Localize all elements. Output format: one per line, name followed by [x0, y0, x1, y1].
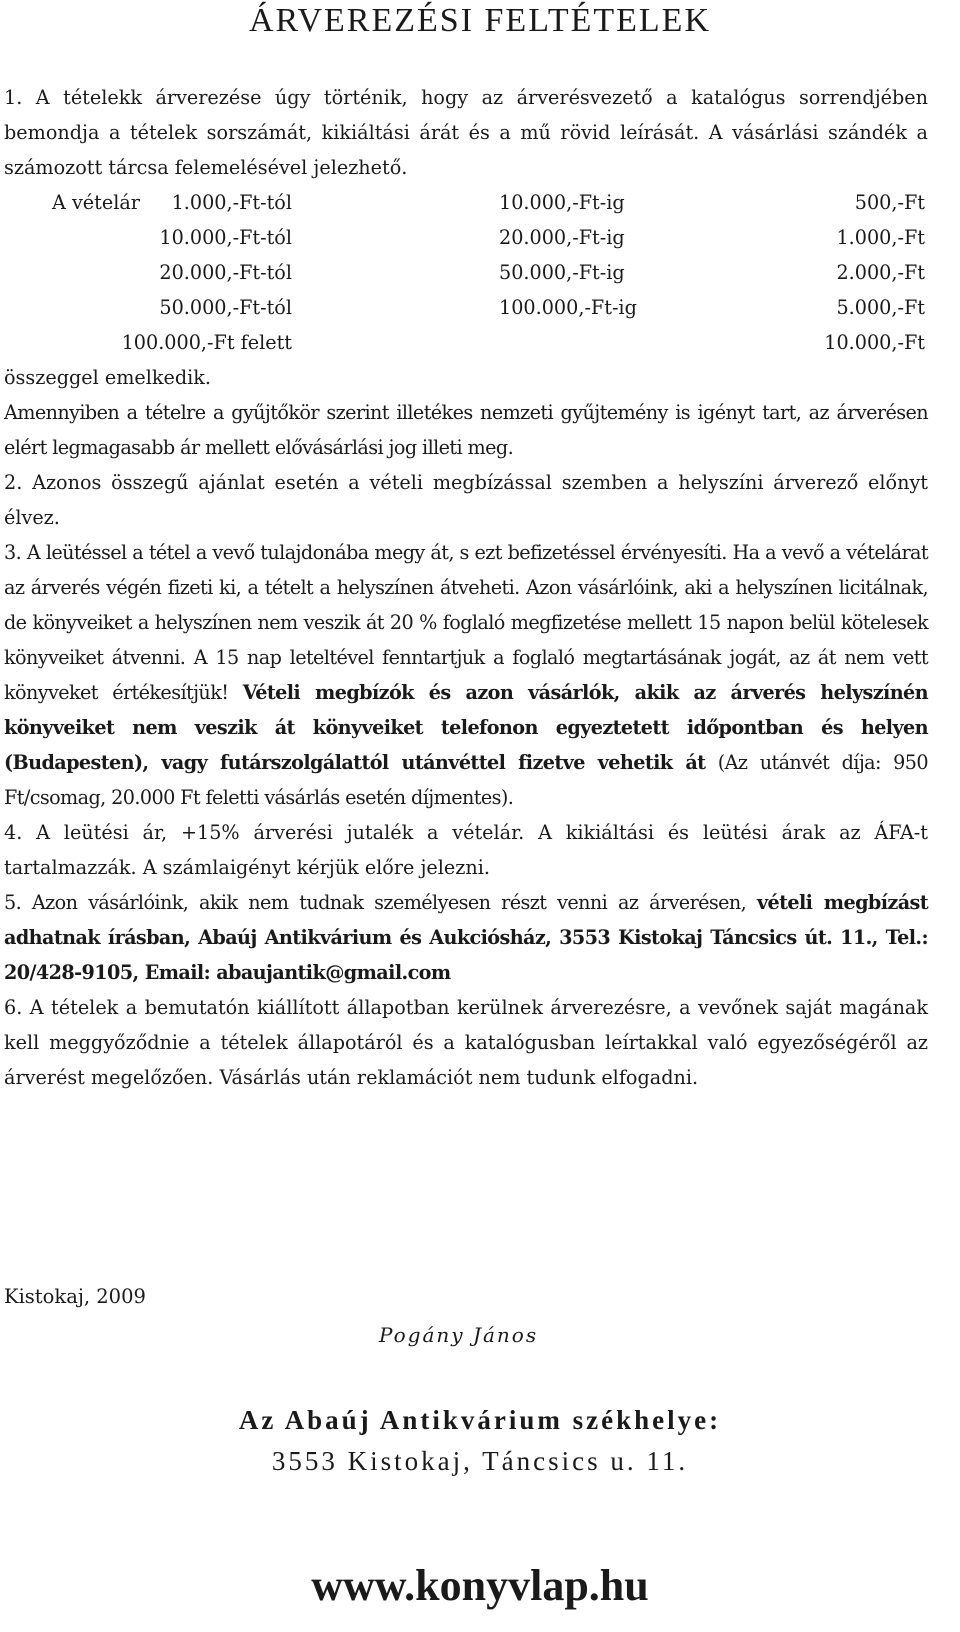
- price-to: 100.000,-Ft-ig: [499, 296, 637, 319]
- term-2: 2. Azonos összegű ajánlat esetén a vételi megbízással szemben a helyszíni árverező előnyt élvez.: [4, 471, 928, 529]
- price-row-3: [4, 255, 928, 290]
- price-step: 2.000,-Ft: [836, 261, 925, 284]
- price-to: 50.000,-Ft-ig: [499, 261, 625, 284]
- term-3-bold-text: Vételi megbízók és azon vásárlók, akik az árverés helyszínén könyveiket nem veszik át könyveiket telefonon egyeztetett időpontban és helyen (Budapesten), vagy futárszolgálattól utánvéttel fizetve vehetik át: [4, 681, 929, 774]
- term-1-pre-emption: Amennyiben a tételre a gyűjtőkör szerint illetékes nemzeti gyűjtemény is igényt tart, az árverésen elért legmagasabb ár mellett elővásárlási jog illeti meg.: [4, 401, 928, 459]
- term-4: 4. A leütési ár, +15% árverési jutalék a vételár. A kikiáltási és leütési árak az ÁFA-t tartalmazzák. A számlaigényt kérjük előre jelezni.: [4, 821, 928, 879]
- term-5: [4, 885, 928, 990]
- price-row-4: [4, 290, 928, 325]
- term-6: 6. A tételek a bemutatón kiállított állapotban kerülnek árverezésre, a vevőnek saját magának kell meggyőződnie a tételek állapotáról és a katalógusban leírtakkal való egyezőségéről az árverést megelőzően. Vásárlás után reklamációt nem tudunk elfogadni.: [4, 996, 928, 1089]
- term-3-text: 3. A leütéssel a tétel a vevő tulajdonába megy át, s ezt befizetéssel érvényesíti. Ha a vevő a vételárat az árverés végén fizeti ki, a tételt a helyszínen átveheti. Azon vásárlóink, aki a helyszínen licitálnak, de könyveiket a helyszínen nem veszik át 20 % foglaló megfizetése mellett 15 napon belül kötelesek könyveiket átvenni. A 15 nap leteltével fenntartjuk a foglaló megtartásának jogát, az át nem vett könyveket értékesítjük!: [4, 541, 928, 704]
- term-5-contact-details: vételi megbízást adhatnak írásban, Abaúj Antikvárium és Aukciósház, 3553 Kistokaj Táncsics út. 11., Tel.: 20/428-9105, Email: abaujantik@gmail.com: [4, 891, 928, 984]
- price-from: 10.000,-Ft-tól: [159, 226, 292, 249]
- term-5-text: 5. Azon vásárlóink, akik nem tudnak személyesen részt venni az árverésen,: [4, 891, 747, 914]
- price-from: 20.000,-Ft-tól: [159, 261, 292, 284]
- price-from: 50.000,-Ft-tól: [159, 296, 292, 319]
- price-from: 100.000,-Ft felett: [121, 331, 292, 354]
- price-from: 1.000,-Ft-tól: [171, 191, 292, 214]
- term-3-fee-note: (Az utánvét díja: 950 Ft/csomag, 20.000 Ft feletti vásárlás esetén díjmentes).: [4, 751, 928, 809]
- term-3: [4, 535, 928, 815]
- place-date: Kistokaj, 2009: [4, 1285, 146, 1308]
- price-to: 20.000,-Ft-ig: [499, 226, 625, 249]
- seat-address: 3553 Kistokaj, Táncsics u. 11.: [271, 1446, 689, 1476]
- page-title: ÁRVEREZÉSI FELTÉTELEK: [248, 2, 712, 39]
- price-table-footer: összeggel emelkedik.: [4, 366, 212, 389]
- price-label: A vételár: [52, 191, 140, 214]
- price-row-5: [4, 325, 928, 360]
- price-row-2: [4, 220, 928, 255]
- price-to: 10.000,-Ft-ig: [499, 191, 625, 214]
- seat-heading: Az Abaúj Antikvárium székhelye:: [238, 1405, 722, 1435]
- price-step: 1.000,-Ft: [836, 226, 925, 249]
- term-1-intro: 1. A tételekk árverezése úgy történik, hogy az árverésvezető a katalógus sorrendjében bemondja a tételek sorszámát, kikiáltási árát és a mű rövid leírását. A vásárlási szándék a számozott tárcsa felemelésével jelezhető.: [4, 86, 928, 179]
- website-link[interactable]: www.konyvlap.hu: [311, 1561, 649, 1610]
- terms-body: [4, 80, 928, 1095]
- price-step: 500,-Ft: [854, 191, 925, 214]
- price-step: 10.000,-Ft: [824, 331, 925, 354]
- price-step: 5.000,-Ft: [836, 296, 925, 319]
- signature: Pogány János: [379, 1323, 539, 1347]
- price-row-1: [4, 185, 928, 220]
